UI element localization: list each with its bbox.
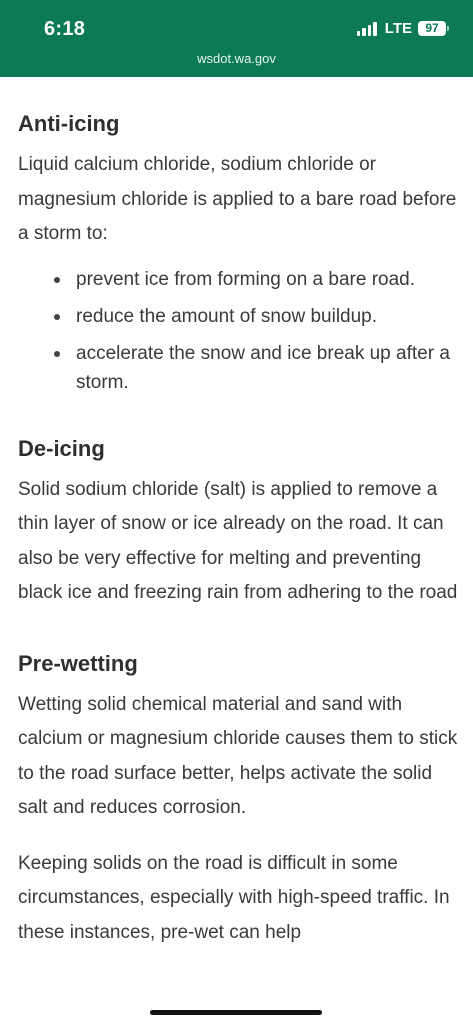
cellular-signal-icon [357, 22, 377, 36]
pre-wetting-heading: Pre-wetting [18, 650, 138, 676]
anti-icing-intro: Liquid calcium chloride, sodium chloride or magnesium chloride is applied to a bare road before a storm to: [18, 154, 457, 244]
home-indicator[interactable] [150, 1010, 322, 1015]
battery-level: 97 [418, 21, 446, 36]
article-content [18, 108, 458, 950]
status-indicators [357, 20, 449, 37]
status-time: 6:18 [44, 18, 86, 40]
battery-icon [418, 21, 449, 36]
anti-icing-list [18, 265, 458, 397]
de-icing-heading: De-icing [18, 435, 105, 461]
pre-wetting-body-continued: Keeping solids on the road is difficult in some circumstances, especially with high-speed traffic. In these instances, pre-wet can help [18, 852, 450, 943]
list-item: accelerate the snow and ice break up after a storm. [18, 339, 458, 397]
network-type-label: LTE [384, 20, 412, 37]
status-bar [0, 0, 473, 77]
anti-icing-heading: Anti-icing [18, 111, 120, 136]
list-item: prevent ice from forming on a bare road. [18, 265, 458, 294]
list-item: reduce the amount of snow buildup. [18, 302, 458, 331]
pre-wetting-body: Wetting solid chemical material and sand with calcium or magnesium chloride causes them to stick to the road surface better, helps activate the solid salt and reduces corrosion. [18, 693, 458, 818]
address-bar-url[interactable]: wsdot.wa.gov [197, 51, 276, 66]
de-icing-body: Solid sodium chloride (salt) is applied to remove a thin layer of snow or ice already on the road. It can also be very effective for melting and preventing black ice and freezing rain from adhering to the road [18, 478, 458, 603]
